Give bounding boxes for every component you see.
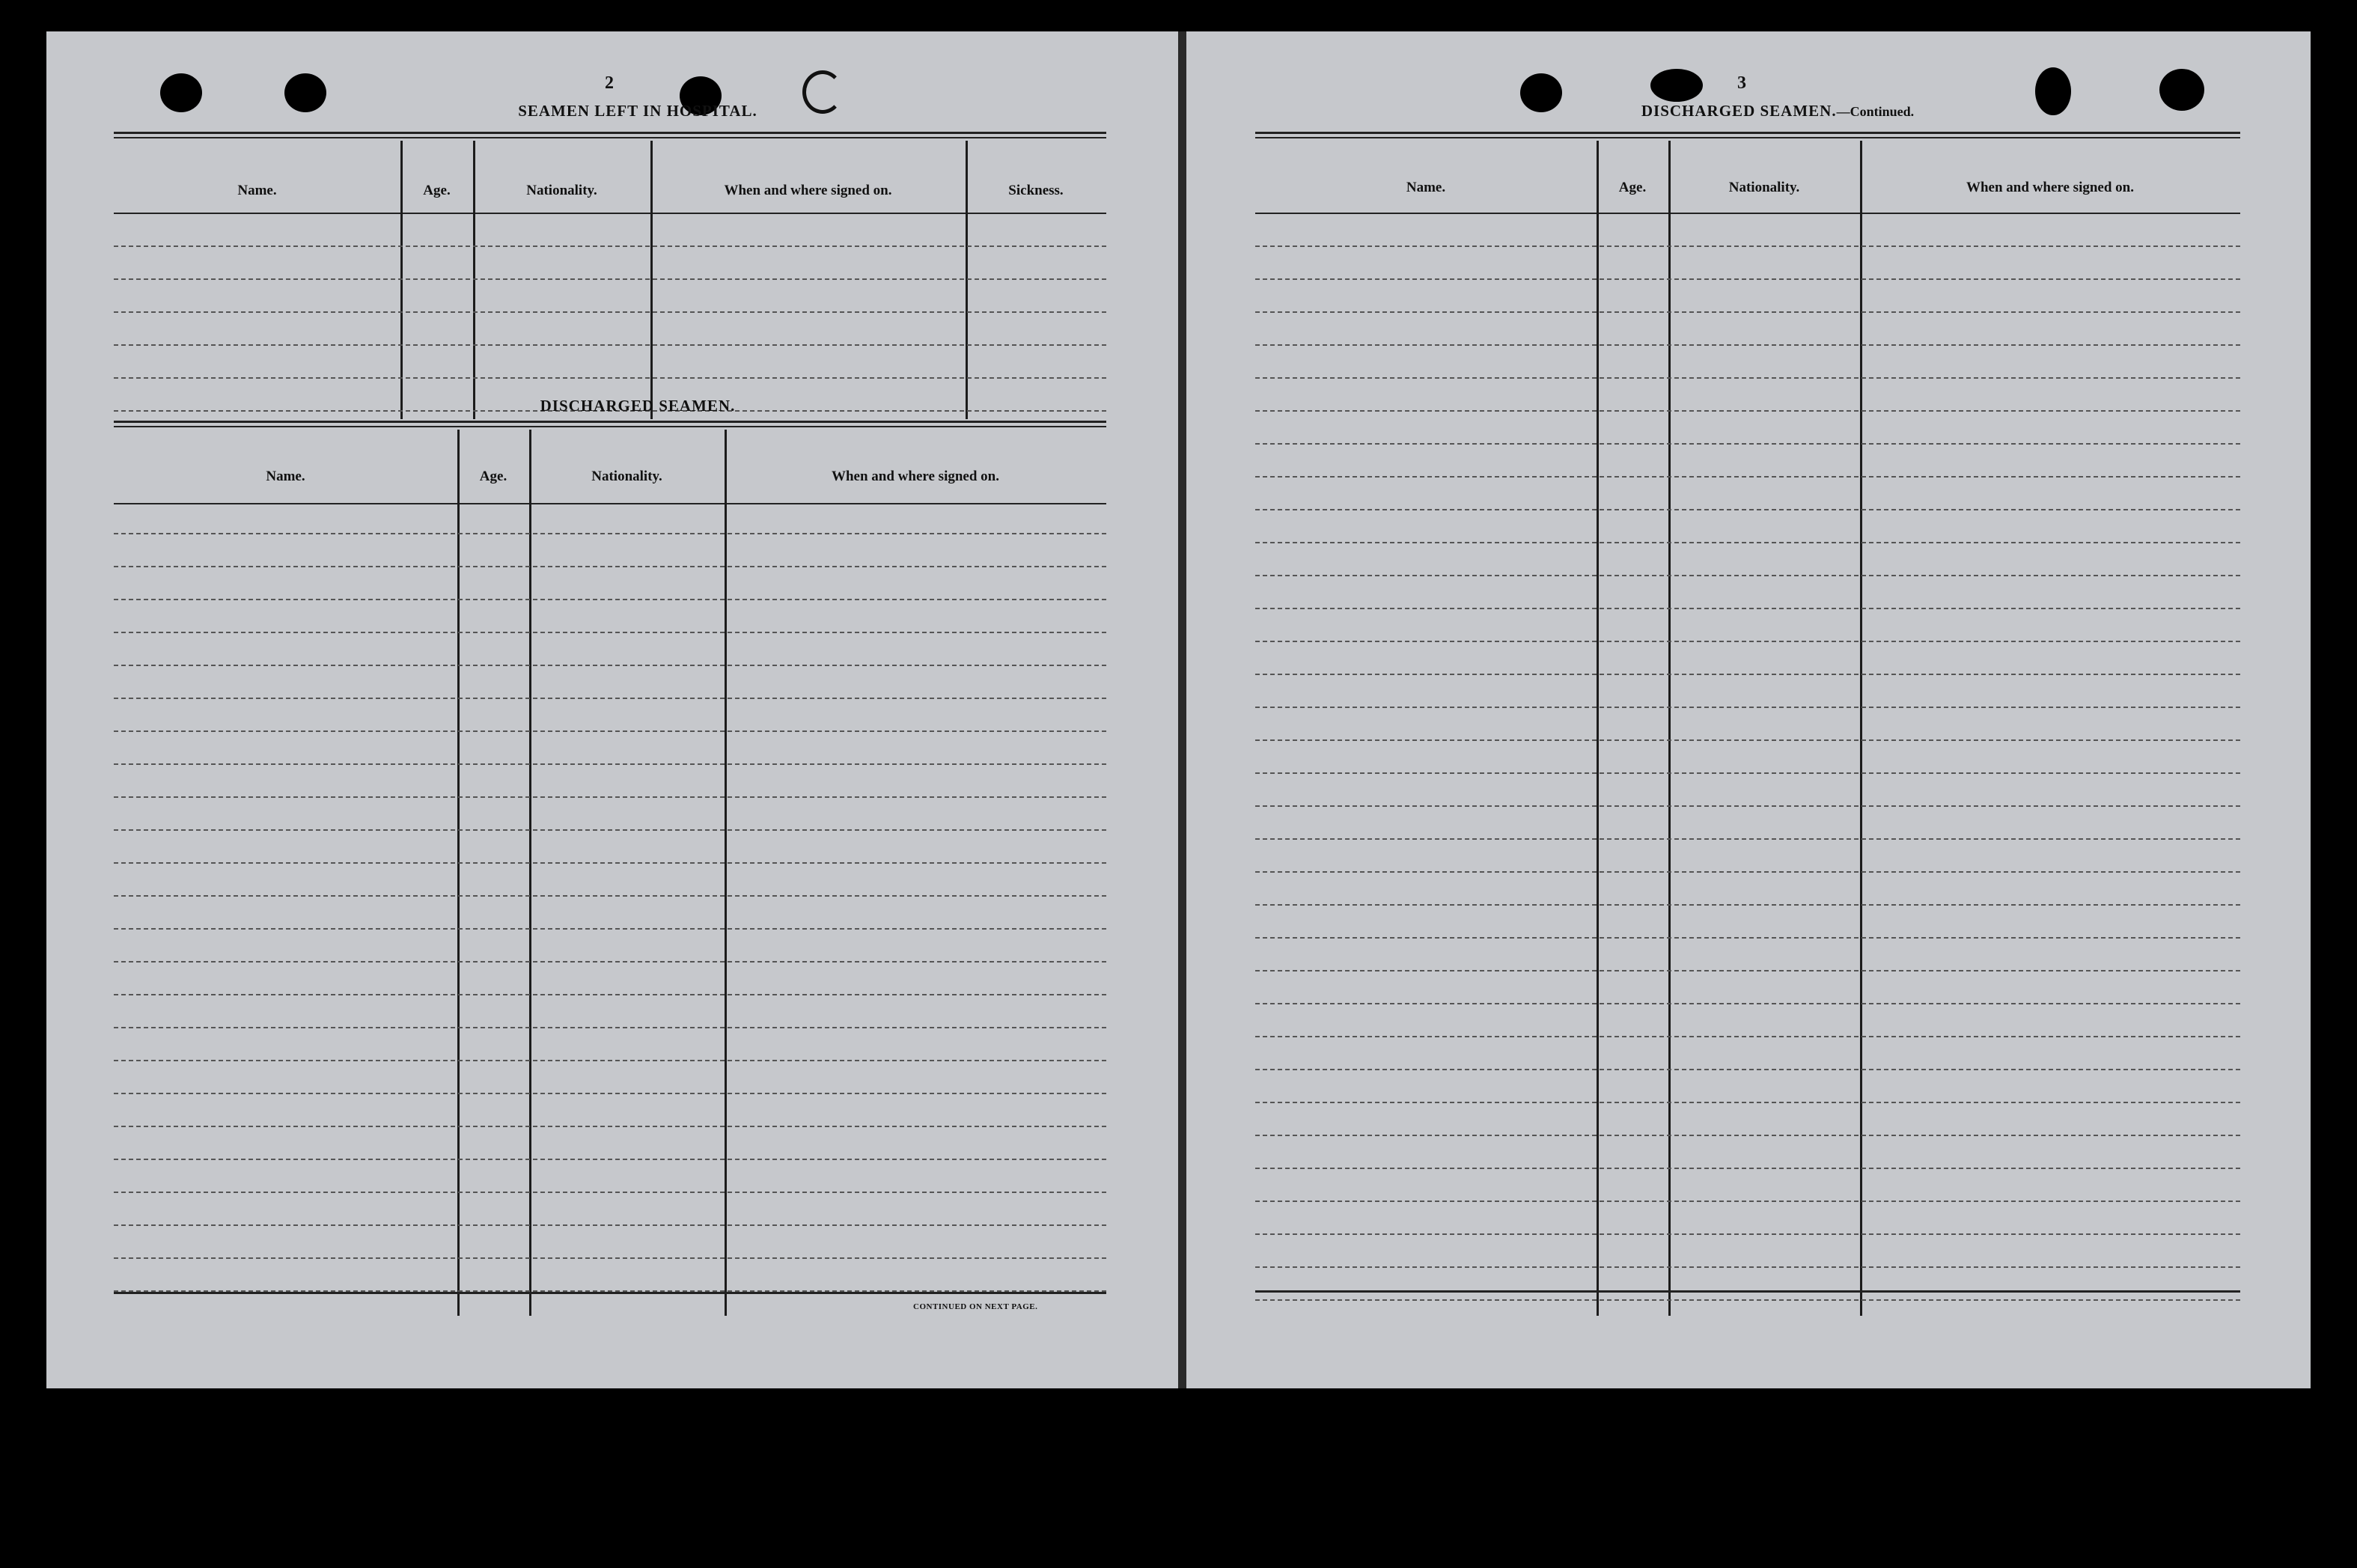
hospital-table: [114, 132, 1106, 419]
footer-rule: [1255, 1290, 2240, 1293]
hospital-col-sickness: Sickness.: [1008, 183, 1064, 198]
continued-note: CONTINUED ON NEXT PAGE.: [913, 1302, 1038, 1311]
punch-hole: [2159, 69, 2204, 111]
page-fold: [1178, 31, 1186, 1388]
discharged-continued-title-text: DISCHARGED SEAMEN.: [1641, 102, 1837, 120]
punch-hole: [2035, 67, 2071, 115]
hospital-col-name: Name.: [237, 183, 277, 198]
punch-hole: [160, 73, 202, 112]
punch-hole: [1520, 73, 1562, 112]
discharged-col-signed-on: When and where signed on.: [831, 469, 999, 484]
continued-col-signed-on: When and where signed on.: [1966, 180, 2134, 195]
discharged-section-title: DISCHARGED SEAMEN.: [540, 397, 736, 415]
discharged-continued-title: [1568, 102, 1987, 121]
page-number: 3: [1737, 73, 1746, 93]
page-number: 2: [605, 73, 614, 93]
continued-col-name: Name.: [1406, 180, 1446, 195]
hospital-col-signed-on: When and where signed on.: [724, 183, 892, 198]
continued-col-age: Age.: [1618, 180, 1647, 195]
discharged-col-name: Name.: [266, 469, 305, 484]
discharged-continued-table: [1255, 132, 2240, 1316]
left-page: [46, 31, 1178, 1388]
hospital-section-title: SEAMEN LEFT IN HOSPITAL.: [518, 102, 757, 120]
hospital-col-age: Age.: [423, 183, 451, 198]
punch-hole: [1650, 69, 1703, 102]
discharged-col-nationality: Nationality.: [591, 469, 662, 484]
continued-suffix: —Continued.: [1836, 104, 1915, 119]
footer-rule: [114, 1292, 1106, 1294]
right-page: [1186, 31, 2311, 1388]
continued-col-nationality: Nationality.: [1728, 180, 1800, 195]
hospital-col-nationality: Nationality.: [526, 183, 597, 198]
discharged-table: [114, 421, 1106, 1316]
punch-hole: [284, 73, 326, 112]
discharged-col-age: Age.: [479, 469, 507, 484]
